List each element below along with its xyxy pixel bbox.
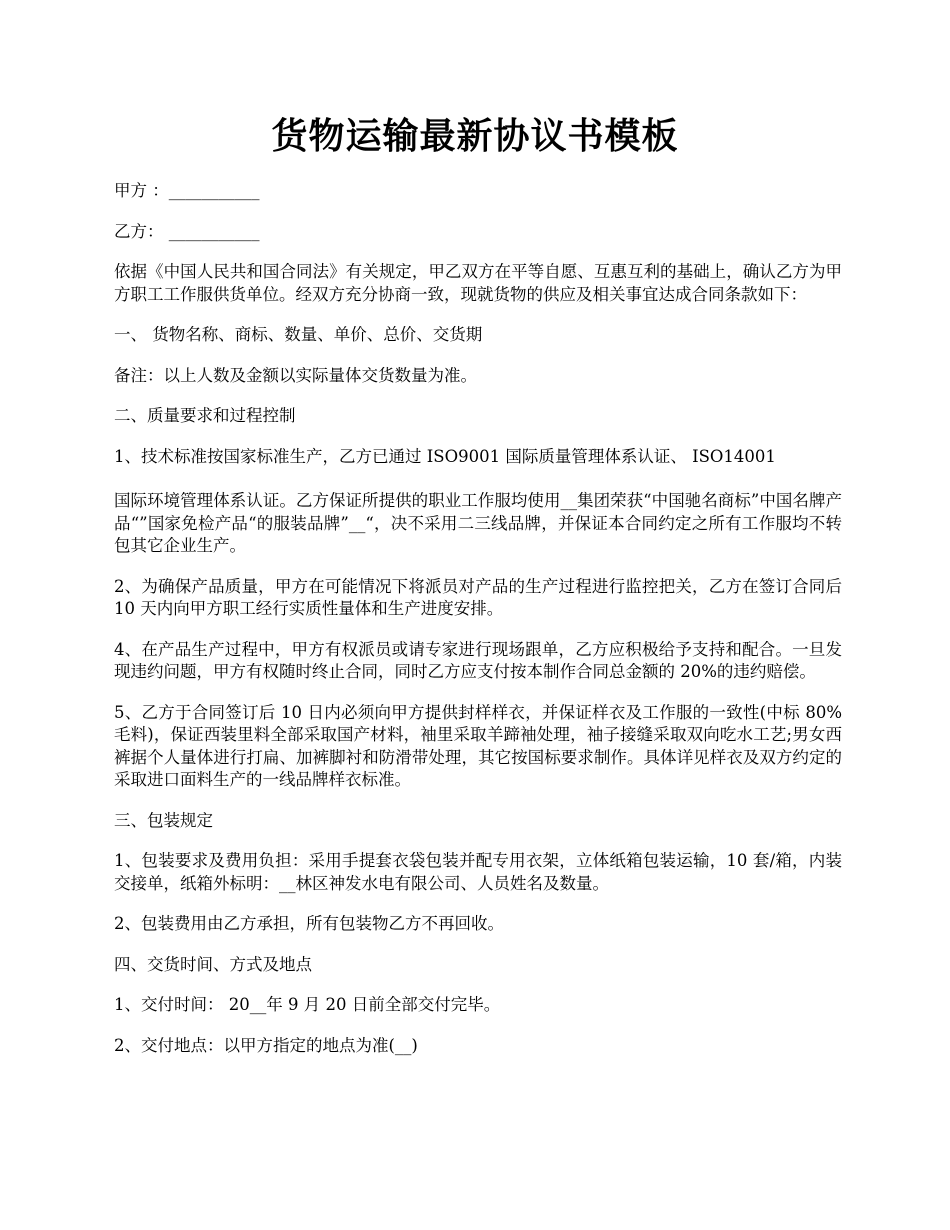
clause-2-1-continuation: 国际环境管理体系认证。乙方保证所提供的职业工作服均使用__集团荣获“中国驰名商标”中国名牌产品“”国家免检产品“的服装品牌”__“，决不采用二三线品牌，并保证本合同约定之所有工作服均不转包其它企业生产。 [114, 491, 842, 555]
section-1-heading: 一、 货物名称、商标、数量、单价、总价、交货期 [114, 325, 483, 344]
document-title: 货物运输最新协议书模板 [271, 115, 679, 157]
clause-3-2-paragraph: 2、包装费用由乙方承担，所有包装物乙方不再回收。 [114, 914, 504, 933]
clause-2-1-line: 1、技术标准按国家标准生产，乙方已通过 ISO9001 国际质量管理体系认证、 ISO14001 [114, 446, 776, 466]
clause-4-1-paragraph: 1、交付时间： 20__年 9 月 20 日前全部交付完毕。 [114, 995, 501, 1014]
party-a-line: 甲方 ：___________ [114, 181, 260, 200]
document-body [114, 180, 842, 1057]
party-b-line: 乙方： ___________ [114, 221, 260, 241]
section-3-heading: 三、包装规定 [114, 810, 213, 830]
clause-2-5-paragraph: 5、乙方于合同签订后 10 日内必须向甲方提供封样样衣，并保证样衣及工作服的一致性(中标 80%毛料)，保证西装里料全部采取国产材料，袖里采取羊蹄袖处理，袖子接缝采取双向吃水工艺;男女西裤据个人量体进行打扁、加裤脚衬和防滑带处理，其它按国标要求制作。具体详见样衣及双方约定的采取进口面料生产的一线品牌样衣标准。 [114, 702, 842, 789]
clause-3-1-paragraph: 1、包装要求及费用负担：采用手提套衣袋包装并配专用衣架，立体纸箱包装运输，10 套/箱，内装交接单，纸箱外标明：__林区神发水电有限公司、人员姓名及数量。 [114, 851, 842, 893]
clause-2-2-paragraph: 2、为确保产品质量，甲方在可能情况下将派员对产品的生产过程进行监控把关，乙方在签订合同后 10 天内向甲方职工经行实质性量体和生产进度安排。 [114, 576, 842, 618]
clause-4-2-paragraph: 2、交付地点：以甲方指定的地点为准(__) [114, 1035, 418, 1055]
section-2-heading: 二、质量要求和过程控制 [114, 406, 296, 425]
preamble-paragraph: 依据《中国人民共和国合同法》有关规定，甲乙双方在平等自愿、互惠互利的基础上，确认乙方为甲方职工工作服供货单位。经双方充分协商一致，现就货物的供应及相关事宜达成合同条款如下： [114, 262, 842, 304]
section-4-heading: 四、交货时间、方式及地点 [114, 954, 312, 974]
clause-2-4-paragraph: 4、在产品生产过程中，甲方有权派员或请专家进行现场跟单，乙方应积极给予支持和配合。一旦发现违约问题，甲方有权随时终止合同，同时乙方应支付按本制作合同总金额的 20%的违约赔偿。 [114, 639, 842, 681]
remark-paragraph: 备注：以上人数及金额以实际量体交货数量为准。 [114, 365, 477, 385]
